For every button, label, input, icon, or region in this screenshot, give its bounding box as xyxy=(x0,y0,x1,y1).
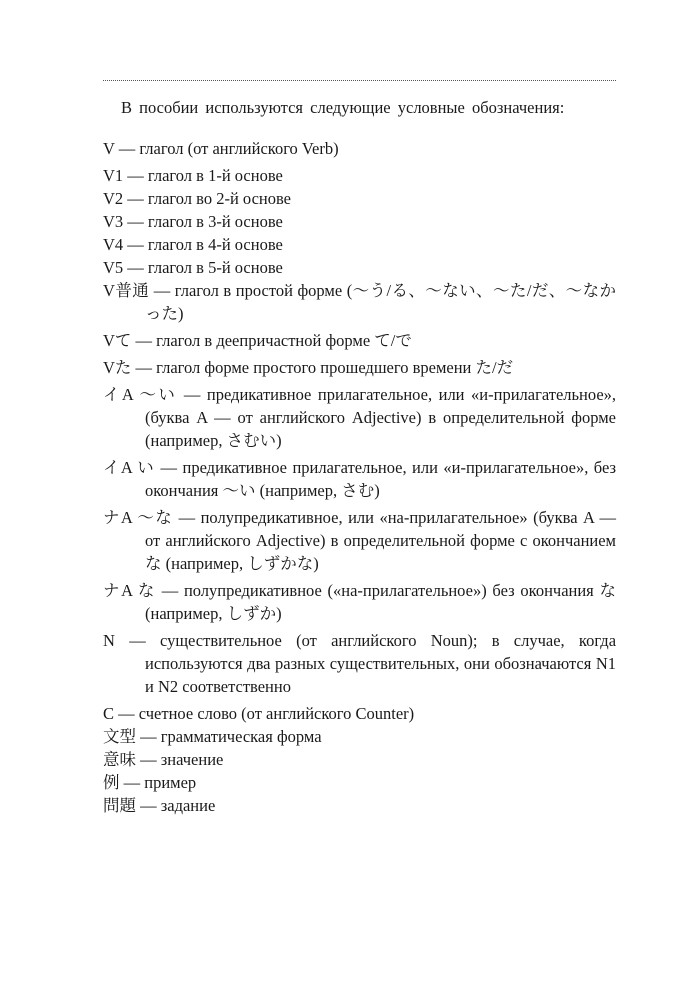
entry-text: предикативное прилагательное, или «и-прилагательное», без окончания 〜い (например, さむ) xyxy=(145,458,617,500)
entry-symbol: V普通 xyxy=(103,281,150,300)
entry-dash: — xyxy=(123,773,141,792)
entry-text: значение xyxy=(160,750,224,769)
legend-entry-i-adj-stem xyxy=(103,456,616,502)
entry-symbol: V4 xyxy=(103,235,124,254)
legend-entry-bunkei xyxy=(103,725,616,748)
entry-symbol: イA い xyxy=(103,458,156,477)
entry-symbol: 問題 xyxy=(103,796,136,815)
entry-dash: — xyxy=(160,458,178,477)
header-dotted-rule xyxy=(103,80,616,81)
entry-text: глагол в 4-й основе xyxy=(147,235,283,254)
entry-symbol: 例 xyxy=(103,773,120,792)
legend-page xyxy=(103,96,616,817)
legend-entry-i-adj-form xyxy=(103,383,616,452)
legend-entry-imi xyxy=(103,748,616,771)
entry-text: грамматическая форма xyxy=(160,727,322,746)
entry-symbol: V5 xyxy=(103,258,124,277)
legend-entry-noun xyxy=(103,629,616,698)
legend-entry-na-adj-stem xyxy=(103,579,616,625)
entry-symbol: V2 xyxy=(103,189,124,208)
entry-text: глагол в 1-й основе xyxy=(147,166,283,185)
entry-text: полупредикативное («на-прилагательное») без окончания な (например, しずか) xyxy=(145,581,616,623)
legend-entry-mondai xyxy=(103,794,616,817)
entry-symbol: 文型 xyxy=(103,727,136,746)
entry-dash: — xyxy=(161,581,179,600)
entry-symbol: N xyxy=(103,631,115,650)
entry-text: глагол во 2-й основе xyxy=(147,189,291,208)
entry-dash: — xyxy=(135,358,153,377)
entry-symbol: C xyxy=(103,704,115,723)
entry-symbol: V1 xyxy=(103,166,124,185)
entry-dash: — xyxy=(127,212,144,231)
entry-symbol: ナA 〜な xyxy=(103,508,174,527)
entry-dash: — xyxy=(135,331,153,350)
entry-symbol: 意味 xyxy=(103,750,136,769)
entry-symbol: ナA な xyxy=(103,581,156,600)
entry-dash: — xyxy=(140,750,157,769)
entry-dash: — xyxy=(129,631,146,650)
entry-symbol: Vた xyxy=(103,358,132,377)
legend-entry-v-ta xyxy=(103,356,616,379)
entry-text: глагол в 3-й основе xyxy=(147,212,283,231)
entry-dash: — xyxy=(118,704,135,723)
entry-dash: — xyxy=(183,385,201,404)
intro-paragraph: В пособии используются следующие условные обозначения: xyxy=(121,98,565,117)
entry-symbol: V xyxy=(103,139,115,158)
entry-text: глагол форме простого прошедшего времени た/だ xyxy=(156,358,514,377)
entry-dash: — xyxy=(127,166,144,185)
legend-entry-rei xyxy=(103,771,616,794)
legend-entry-v-te xyxy=(103,329,616,352)
legend-entry-v1 xyxy=(103,164,616,187)
legend-entry-v3 xyxy=(103,210,616,233)
entry-text: существительное (от английского Noun); в случае, когда используются два разных существительных, они обозначаются N1 и N2 соответственно xyxy=(145,631,617,696)
entry-text: глагол в деепричастной форме て/で xyxy=(156,331,412,350)
legend-entry-na-adj-form xyxy=(103,506,616,575)
entry-text: полупредикативное, или «на-прилагательное» (буква A — от английского Adjective) в определительной форме с окончанием な (например, しずかな) xyxy=(145,508,617,573)
entry-text: пример xyxy=(144,773,197,792)
entry-text: глагол (от английского Verb) xyxy=(139,139,339,158)
entry-dash: — xyxy=(127,258,144,277)
entry-text: задание xyxy=(160,796,216,815)
entry-symbol: V3 xyxy=(103,212,124,231)
entry-dash: — xyxy=(140,796,157,815)
legend-entry-v xyxy=(103,137,616,160)
legend-entry-v5 xyxy=(103,256,616,279)
entry-text: счетное слово (от английского Counter) xyxy=(138,704,415,723)
entry-symbol: イA 〜い xyxy=(103,385,178,404)
entry-dash: — xyxy=(153,281,171,300)
entry-symbol: Vて xyxy=(103,331,132,350)
entry-text: глагол в 5-й основе xyxy=(147,258,283,277)
entry-text: предикативное прилагательное, или «и-прилагательное», (буква A — от английского Adjective) в определительной форме (например, さむい) xyxy=(145,385,617,450)
entry-text: глагол в простой форме (〜う/る、〜ない、〜た/だ、〜なかった) xyxy=(145,281,616,323)
legend-entry-counter xyxy=(103,702,616,725)
entry-dash: — xyxy=(140,727,157,746)
entry-dash: — xyxy=(127,235,144,254)
entry-dash: — xyxy=(178,508,196,527)
entry-dash: — xyxy=(118,139,136,158)
legend-entry-v2 xyxy=(103,187,616,210)
legend-entry-v-plain xyxy=(103,279,616,325)
entry-dash: — xyxy=(127,189,144,208)
legend-entry-v4 xyxy=(103,233,616,256)
